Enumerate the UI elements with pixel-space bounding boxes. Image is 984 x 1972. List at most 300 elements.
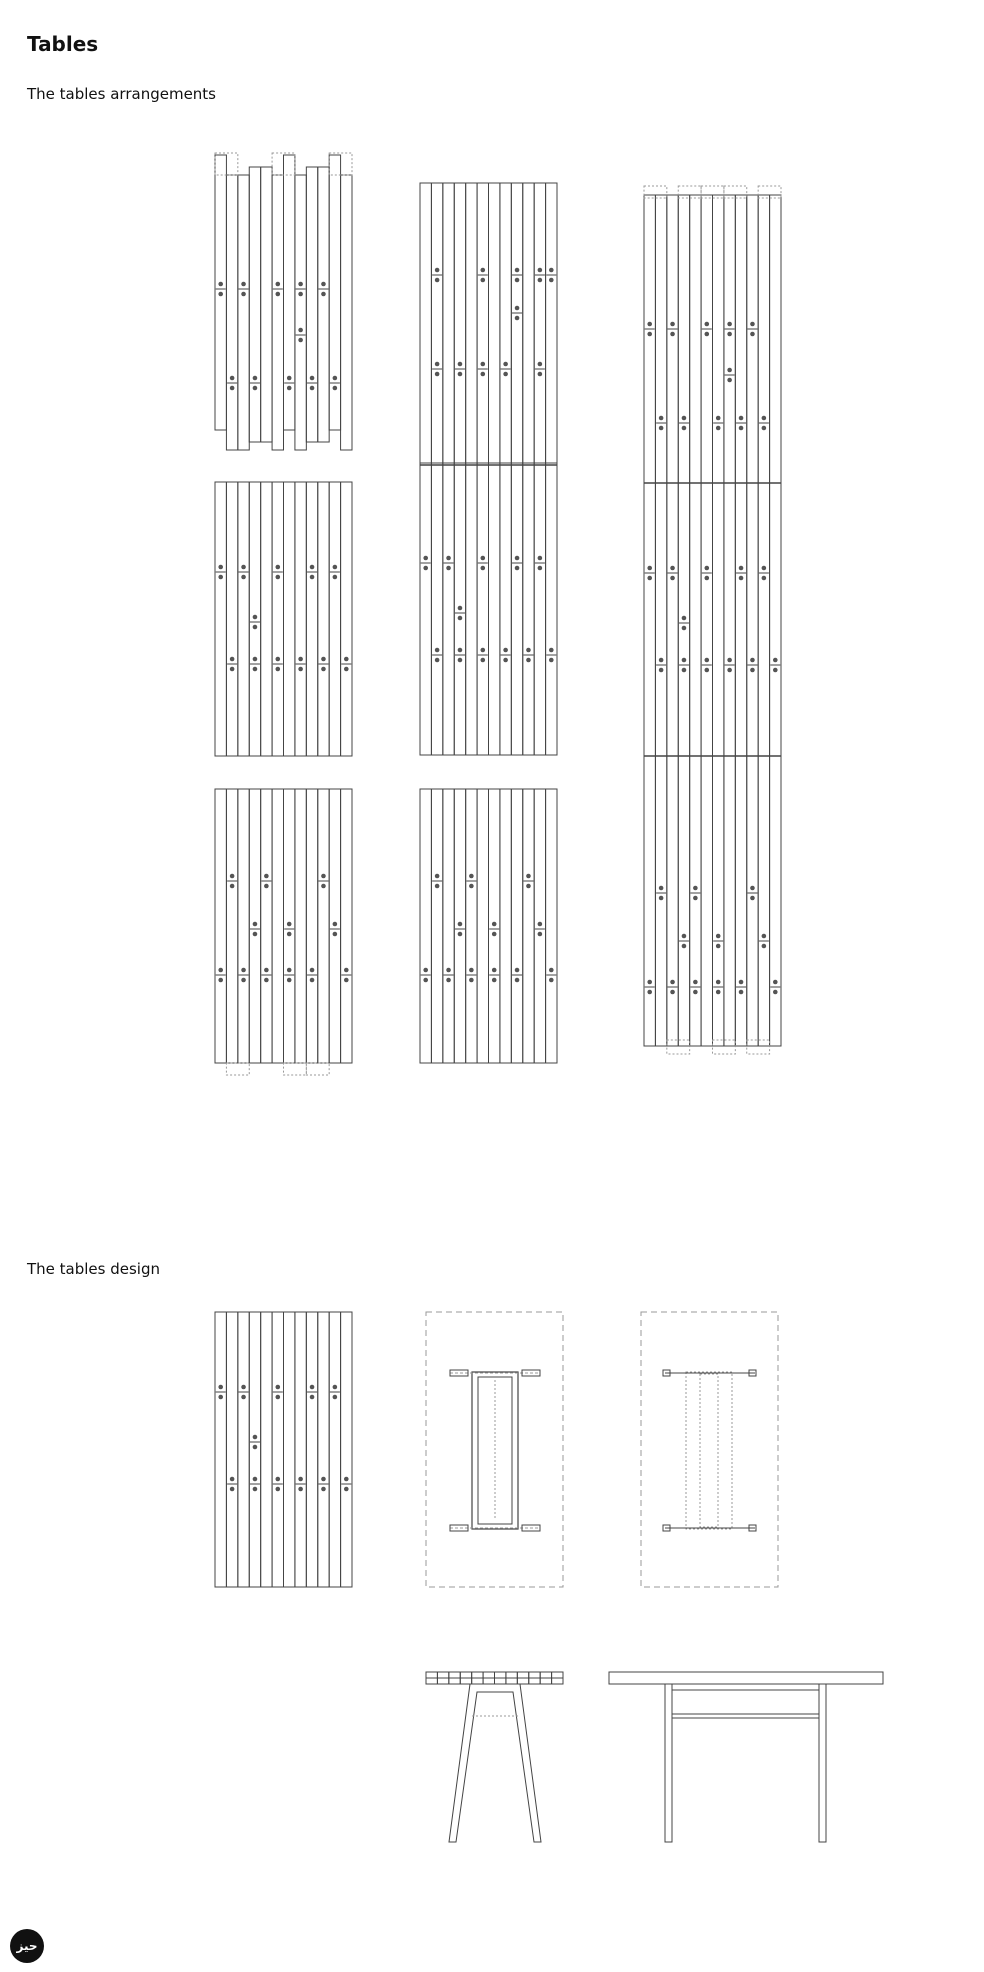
bolt-dot <box>435 278 440 283</box>
plank <box>758 483 769 756</box>
bolt-dot <box>218 282 223 287</box>
bolt-dot <box>333 932 338 937</box>
bolt-dot <box>344 667 349 672</box>
plank <box>489 183 500 463</box>
bolt-dot <box>693 980 698 985</box>
plank <box>306 789 317 1063</box>
offset-plank-outline <box>284 1063 307 1075</box>
bolt-dot <box>287 376 292 381</box>
bolt-dot <box>670 332 675 337</box>
bolt-dot <box>253 625 258 630</box>
plank <box>420 183 431 463</box>
bolt-dot <box>538 566 543 571</box>
plank <box>272 482 283 756</box>
plank <box>644 195 655 483</box>
plank <box>261 1312 272 1587</box>
bolt-dot <box>538 556 543 561</box>
plank <box>511 789 522 1063</box>
bolt-dot <box>253 657 258 662</box>
design-elevation-end <box>426 1672 563 1842</box>
bolt-dot <box>298 657 303 662</box>
bolt-dot <box>310 565 315 570</box>
bolt-dot <box>321 657 326 662</box>
bolt-dot <box>480 566 485 571</box>
bolt-dot <box>503 658 508 663</box>
bolt-dot <box>344 1477 349 1482</box>
bolt-dot <box>344 657 349 662</box>
bolt-dot <box>670 980 675 985</box>
trestle-leg <box>449 1684 541 1842</box>
bolt-dot <box>727 378 732 383</box>
plank <box>690 195 701 483</box>
bolt-dot <box>538 372 543 377</box>
bolt-dot <box>716 980 721 985</box>
bolt-dot <box>344 1487 349 1492</box>
bolt-dot <box>435 648 440 653</box>
bolt-dot <box>750 658 755 663</box>
bolt-dot <box>253 922 258 927</box>
plank <box>747 483 758 756</box>
bolt-dot <box>492 978 497 983</box>
plank <box>431 463 442 755</box>
bolt-dot <box>515 566 520 571</box>
bolt-dot <box>298 292 303 297</box>
bolt-dot <box>647 332 652 337</box>
bolt-dot <box>647 566 652 571</box>
bolt-dot <box>503 648 508 653</box>
bolt-dot <box>480 658 485 663</box>
plank <box>318 1312 329 1587</box>
offset-plank-outline <box>306 1063 329 1075</box>
plank <box>306 1312 317 1587</box>
plank <box>770 483 781 756</box>
bolt-dot <box>275 657 280 662</box>
bolt-dot <box>230 1477 235 1482</box>
bolt-dot <box>704 566 709 571</box>
bolt-dot <box>333 565 338 570</box>
plank <box>466 789 477 1063</box>
tabletop-side <box>609 1672 883 1684</box>
plank <box>644 483 655 756</box>
plank <box>226 175 237 450</box>
bolt-dot <box>435 658 440 663</box>
plank <box>477 183 488 463</box>
bolt-dot <box>458 932 463 937</box>
bolt-dot <box>310 1395 315 1400</box>
plank <box>500 463 511 755</box>
plank <box>477 463 488 755</box>
offset-plank-outline <box>226 1063 249 1075</box>
plank <box>295 482 306 756</box>
plank <box>238 789 249 1063</box>
bolt-dot <box>727 368 732 373</box>
plank <box>466 463 477 755</box>
bolt-dot <box>659 658 664 663</box>
side-leg <box>665 1684 672 1842</box>
bolt-dot <box>526 658 531 663</box>
plank <box>489 463 500 755</box>
bolt-dot <box>230 884 235 889</box>
bolt-dot <box>253 1445 258 1450</box>
bolt-dot <box>287 386 292 391</box>
bolt-dot <box>218 978 223 983</box>
plank <box>215 789 226 1063</box>
bolt-dot <box>241 978 246 983</box>
bolt-dot <box>492 922 497 927</box>
plank <box>747 195 758 483</box>
plank <box>546 463 557 755</box>
bolt-dot <box>333 386 338 391</box>
design-plan-frame-alt <box>641 1312 778 1587</box>
bolt-dot <box>275 565 280 570</box>
plank <box>534 463 545 755</box>
bolt-dot <box>218 968 223 973</box>
bolt-dot <box>275 292 280 297</box>
bolt-dot <box>435 874 440 879</box>
bolt-dot <box>739 426 744 431</box>
plank <box>431 183 442 463</box>
bolt-dot <box>469 874 474 879</box>
plank <box>667 195 678 483</box>
plank <box>701 756 712 1046</box>
plank <box>678 756 689 1046</box>
plank <box>523 183 534 463</box>
bolt-dot <box>538 268 543 273</box>
bolt-dot <box>773 658 778 663</box>
plank <box>466 183 477 463</box>
bolt-dot <box>526 648 531 653</box>
bolt-dot <box>538 922 543 927</box>
plank <box>667 483 678 756</box>
bolt-dot <box>333 1395 338 1400</box>
bolt-dot <box>480 268 485 273</box>
bolt-dot <box>218 565 223 570</box>
bolt-dot <box>253 667 258 672</box>
plank <box>678 195 689 483</box>
plank <box>758 195 769 483</box>
bolt-dot <box>762 426 767 431</box>
plank <box>249 167 260 442</box>
plank <box>477 789 488 1063</box>
bolt-dot <box>253 1435 258 1440</box>
bolt-dot <box>647 322 652 327</box>
bolt-dot <box>241 575 246 580</box>
bolt-dot <box>480 648 485 653</box>
bolt-dot <box>344 968 349 973</box>
bolt-dot <box>704 322 709 327</box>
bolt-dot <box>549 278 554 283</box>
arrangement-table <box>215 482 352 756</box>
bolt-dot <box>287 922 292 927</box>
bolt-dot <box>538 932 543 937</box>
plank <box>713 756 724 1046</box>
arrangement-table <box>420 789 557 1063</box>
plank <box>341 789 352 1063</box>
plank <box>724 756 735 1046</box>
bolt-dot <box>310 575 315 580</box>
plank <box>724 195 735 483</box>
plank <box>238 482 249 756</box>
bolt-dot <box>727 332 732 337</box>
bolt-dot <box>241 968 246 973</box>
bolt-dot <box>704 658 709 663</box>
bolt-dot <box>275 667 280 672</box>
plank <box>701 483 712 756</box>
page-title: Tables <box>27 32 99 56</box>
bolt-dot <box>230 667 235 672</box>
bolt-dot <box>298 282 303 287</box>
bolt-dot <box>264 874 269 879</box>
plank <box>701 195 712 483</box>
bolt-dot <box>716 944 721 949</box>
bolt-dot <box>333 922 338 927</box>
bolt-dot <box>298 1477 303 1482</box>
plank <box>655 483 666 756</box>
plank <box>667 756 678 1046</box>
plank <box>272 1312 283 1587</box>
bolt-dot <box>230 1487 235 1492</box>
bolt-dot <box>549 648 554 653</box>
plank <box>295 789 306 1063</box>
bolt-dot <box>762 416 767 421</box>
plank <box>500 789 511 1063</box>
bolt-dot <box>647 576 652 581</box>
bolt-dot <box>275 1395 280 1400</box>
bolt-dot <box>321 1487 326 1492</box>
bolt-dot <box>458 606 463 611</box>
plank <box>318 789 329 1063</box>
plank <box>644 756 655 1046</box>
bolt-dot <box>230 386 235 391</box>
bolt-dot <box>264 968 269 973</box>
bolt-dot <box>693 896 698 901</box>
bolt-dot <box>659 886 664 891</box>
bolt-dot <box>515 978 520 983</box>
plank <box>238 175 249 450</box>
bolt-dot <box>298 667 303 672</box>
plank <box>511 183 522 463</box>
section-label-arrangements: The tables arrangements <box>27 85 216 103</box>
bolt-dot <box>218 575 223 580</box>
bolt-dot <box>670 322 675 327</box>
bolt-dot <box>515 968 520 973</box>
bolt-dot <box>458 372 463 377</box>
bolt-dot <box>321 874 326 879</box>
bolt-dot <box>549 268 554 273</box>
side-leg <box>819 1684 826 1842</box>
bolt-dot <box>704 668 709 673</box>
bolt-dot <box>647 990 652 995</box>
bolt-dot <box>750 668 755 673</box>
bolt-dot <box>253 1487 258 1492</box>
bolt-dot <box>682 658 687 663</box>
plank <box>341 482 352 756</box>
plank <box>272 175 283 450</box>
bolt-dot <box>659 426 664 431</box>
bolt-dot <box>287 968 292 973</box>
bolt-dot <box>458 648 463 653</box>
bolt-dot <box>458 616 463 621</box>
bolt-dot <box>727 322 732 327</box>
bolt-dot <box>526 884 531 889</box>
plank <box>249 1312 260 1587</box>
plank <box>770 756 781 1046</box>
plank <box>261 167 272 442</box>
plank <box>655 195 666 483</box>
arrangement-table <box>420 183 557 463</box>
design-plan-top <box>215 1312 352 1587</box>
bolt-dot <box>321 1477 326 1482</box>
bolt-dot <box>503 372 508 377</box>
bolt-dot <box>275 575 280 580</box>
bolt-dot <box>716 416 721 421</box>
design-elevation-side <box>609 1672 883 1842</box>
plank <box>443 789 454 1063</box>
bolt-dot <box>492 968 497 973</box>
plank <box>226 1312 237 1587</box>
bolt-dot <box>480 278 485 283</box>
plank <box>523 463 534 755</box>
bolt-dot <box>515 306 520 311</box>
plank <box>713 195 724 483</box>
bolt-dot <box>435 884 440 889</box>
bolt-dot <box>275 282 280 287</box>
bolt-dot <box>344 978 349 983</box>
bolt-dot <box>435 268 440 273</box>
plank <box>420 789 431 1063</box>
bolt-dot <box>218 292 223 297</box>
bolt-dot <box>264 978 269 983</box>
bolt-dot <box>739 980 744 985</box>
plank <box>306 167 317 442</box>
design-plan-frame <box>426 1312 563 1587</box>
plank <box>431 789 442 1063</box>
frame-rail <box>686 1372 732 1529</box>
bolt-dot <box>549 978 554 983</box>
bolt-dot <box>693 886 698 891</box>
bolt-dot <box>310 978 315 983</box>
bolt-dot <box>469 968 474 973</box>
plank <box>690 483 701 756</box>
bolt-dot <box>647 980 652 985</box>
plank <box>284 482 295 756</box>
bolt-dot <box>321 884 326 889</box>
bolt-dot <box>253 1477 258 1482</box>
bolt-dot <box>682 626 687 631</box>
bolt-dot <box>435 372 440 377</box>
bolt-dot <box>750 886 755 891</box>
bolt-dot <box>716 426 721 431</box>
plank <box>758 756 769 1046</box>
plank <box>272 789 283 1063</box>
bolt-dot <box>435 362 440 367</box>
bolt-dot <box>515 268 520 273</box>
plank <box>724 483 735 756</box>
bolt-dot <box>773 668 778 673</box>
plank <box>318 167 329 442</box>
bolt-dot <box>423 968 428 973</box>
plank <box>215 482 226 756</box>
bolt-dot <box>670 566 675 571</box>
bolt-dot <box>321 282 326 287</box>
bolt-dot <box>750 896 755 901</box>
bolt-dot <box>704 332 709 337</box>
bolt-dot <box>241 1385 246 1390</box>
plank <box>747 756 758 1046</box>
bolt-dot <box>762 944 767 949</box>
plank <box>546 183 557 463</box>
bolt-dot <box>750 322 755 327</box>
bolt-dot <box>423 556 428 561</box>
plank <box>443 463 454 755</box>
plank <box>329 482 340 756</box>
arrangement-table <box>215 789 352 1063</box>
bolt-dot <box>515 278 520 283</box>
bolt-dot <box>287 932 292 937</box>
bolt-dot <box>682 934 687 939</box>
bolt-dot <box>538 362 543 367</box>
bolt-dot <box>682 616 687 621</box>
plank <box>226 482 237 756</box>
bolt-dot <box>762 934 767 939</box>
plank <box>523 789 534 1063</box>
bolt-dot <box>716 990 721 995</box>
plank <box>295 1312 306 1587</box>
bolt-dot <box>670 990 675 995</box>
bolt-dot <box>549 658 554 663</box>
bolt-dot <box>253 376 258 381</box>
bolt-dot <box>682 668 687 673</box>
bolt-dot <box>526 874 531 879</box>
bolt-dot <box>549 968 554 973</box>
bolt-dot <box>423 566 428 571</box>
plank <box>420 463 431 755</box>
bolt-dot <box>727 668 732 673</box>
bolt-dot <box>253 386 258 391</box>
bolt-dot <box>310 386 315 391</box>
bolt-dot <box>458 922 463 927</box>
plank <box>443 183 454 463</box>
bolt-dot <box>321 292 326 297</box>
bolt-dot <box>241 282 246 287</box>
bolt-dot <box>310 968 315 973</box>
bolt-dot <box>253 615 258 620</box>
bolt-dot <box>480 372 485 377</box>
bolt-dot <box>253 932 258 937</box>
bolt-dot <box>230 874 235 879</box>
bolt-dot <box>241 292 246 297</box>
bolt-dot <box>275 1477 280 1482</box>
plank <box>238 1312 249 1587</box>
arrangement-table <box>420 463 557 755</box>
bolt-dot <box>333 575 338 580</box>
bolt-dot <box>492 932 497 937</box>
arrangement-table <box>215 155 352 450</box>
bolt-dot <box>458 362 463 367</box>
table-outline-dashed <box>641 1312 778 1587</box>
bolt-dot <box>423 978 428 983</box>
bolt-dot <box>287 978 292 983</box>
bolt-dot <box>739 566 744 571</box>
plank <box>735 195 746 483</box>
plank <box>690 756 701 1046</box>
plank <box>735 483 746 756</box>
frame-inner <box>700 1374 718 1527</box>
bolt-dot <box>446 968 451 973</box>
bolt-dot <box>275 1385 280 1390</box>
bolt-dot <box>750 332 755 337</box>
bolt-dot <box>659 896 664 901</box>
